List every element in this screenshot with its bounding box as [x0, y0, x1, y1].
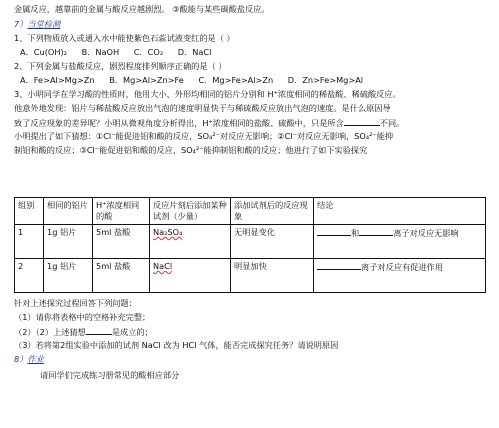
intro-text: 金属反应，越靠前的金属与酸反应越剧烈。 ③酸能与某些碳酸盐反应。: [14, 4, 270, 14]
q2-option-d: D．Zn>Fe>Mg>Al: [287, 75, 364, 85]
header-acid: H⁺浓度相同的酸: [93, 198, 150, 225]
cell-group: 1: [15, 225, 44, 259]
section-7-heading: [14, 19, 60, 30]
question-2-options: [20, 75, 375, 86]
section-8-heading: [14, 354, 44, 365]
table-row: [15, 259, 486, 293]
section-8-title: 作业: [27, 354, 44, 364]
cell-conclusion: [314, 259, 486, 293]
q1-option-c: C．CO₂: [133, 47, 164, 57]
cell-conclusion: [314, 225, 486, 259]
follow-up-3: （3）若将第2组实验中添加的试剂 NaCl 改为 HCl 气体，能否完成探究任务？请说明原因: [14, 340, 339, 350]
cell-reagent: [150, 259, 231, 293]
q2-option-a: A．Fe>Al>Mg>Zn: [20, 75, 95, 85]
question-3-line-4: 小明提出了如下猜想：①Cl⁻能促进铝和酸的反应，SO₄²⁻对反应无影响；②Cl⁻对反应无影响，SO₄²⁻能抑: [14, 131, 394, 141]
question-1-stem: 1、下列物质放入或通入水中能使紫色石蕊试液变红的是（ ）: [14, 33, 235, 43]
follow-up-2-text: （2）（2）上述猜想: [14, 327, 86, 337]
conclusion-text: 离子对反应无影响: [393, 228, 459, 238]
question-3-line-5: 制铝和酸的反应；③Cl⁻能促进铝和酸的反应，SO₄²⁻能抑制铝和酸的反应；他进行了如下实验探究: [14, 145, 368, 155]
follow-up-2-end: 是成立的；: [111, 327, 153, 337]
cell-group: 2: [15, 259, 44, 293]
cell-phenomenon: 无明显变化: [231, 225, 314, 259]
homework-text: 请同学们完成练习册常见的酸相应部分: [40, 370, 180, 380]
header-aluminum: 相同的铝片: [44, 198, 93, 225]
q3-line-3-text: 致了反应现象的差异呢？小明从微观角度分析得出，H⁺浓度相同的盐酸、硫酸中，只是所含: [14, 118, 344, 128]
section-7-number: 7）: [14, 19, 28, 29]
q1-option-b: B．NaOH: [81, 47, 120, 57]
q2-option-b: B．Mg>Al>Zn>Fe: [109, 75, 184, 85]
reagent-text: Na₂SO₄: [153, 227, 183, 237]
follow-up-intro: 针对上述探究过程回答下列问题：: [14, 298, 137, 308]
header-group: 组别: [15, 198, 44, 225]
experiment-table: [14, 197, 486, 293]
answer-blank[interactable]: [317, 227, 351, 236]
cell-aluminum: 1g 铝片: [44, 225, 93, 259]
header-conclusion: 结论: [314, 198, 486, 225]
q1-option-a: A．Cu(OH)₂: [20, 47, 67, 57]
answer-blank[interactable]: [344, 117, 380, 126]
cell-acid: 5ml 盐酸: [93, 259, 150, 293]
question-3-line-3: [14, 117, 404, 129]
question-3-line-1: 3、小明同学在学习酸的性质时，他用大小、外形均相同的铝片分别和 H⁺浓度相同的稀盐酸、稀硫酸反应。: [14, 89, 401, 99]
answer-blank[interactable]: [317, 261, 361, 270]
cell-phenomenon: 明显加快: [231, 259, 314, 293]
follow-up-2: [14, 326, 153, 338]
q2-option-c: C．Mg>Fe>Al>Zn: [198, 75, 274, 85]
table-row: [15, 225, 486, 259]
section-7-title: 当堂检测: [27, 19, 61, 29]
conclusion-and: 和: [351, 228, 360, 238]
cell-reagent: [150, 225, 231, 259]
follow-up-1: （1）请你将表格中的空格补充完整；: [14, 312, 151, 322]
q1-option-d: D．NaCl: [177, 47, 212, 57]
cell-acid: 5ml 盐酸: [93, 225, 150, 259]
question-3-line-2: 他意外地发现：铝片与稀盐酸反应放出气泡的速度明显快于与稀硫酸反应放出气泡的速度。是什么原因导: [14, 103, 391, 113]
reagent-text: NaCl: [153, 261, 173, 271]
header-reagent: 反应片刻后添加某种试剂（少量）: [150, 198, 231, 225]
table-header-row: [15, 198, 486, 225]
q3-line-3-end: 不同。: [379, 118, 405, 128]
header-phenomenon: 添加试剂后的反应现象: [231, 198, 314, 225]
cell-aluminum: 1g 铝片: [44, 259, 93, 293]
answer-blank[interactable]: [86, 326, 112, 335]
question-2-stem: 2、下列金属与盐酸反应，剧烈程度排列顺序正确的是（ ）: [14, 61, 227, 71]
answer-blank[interactable]: [359, 227, 393, 236]
question-1-options: [20, 47, 223, 58]
section-8-number: 8）: [14, 354, 28, 364]
conclusion-text: 离子对反应有促进作用: [361, 262, 443, 272]
